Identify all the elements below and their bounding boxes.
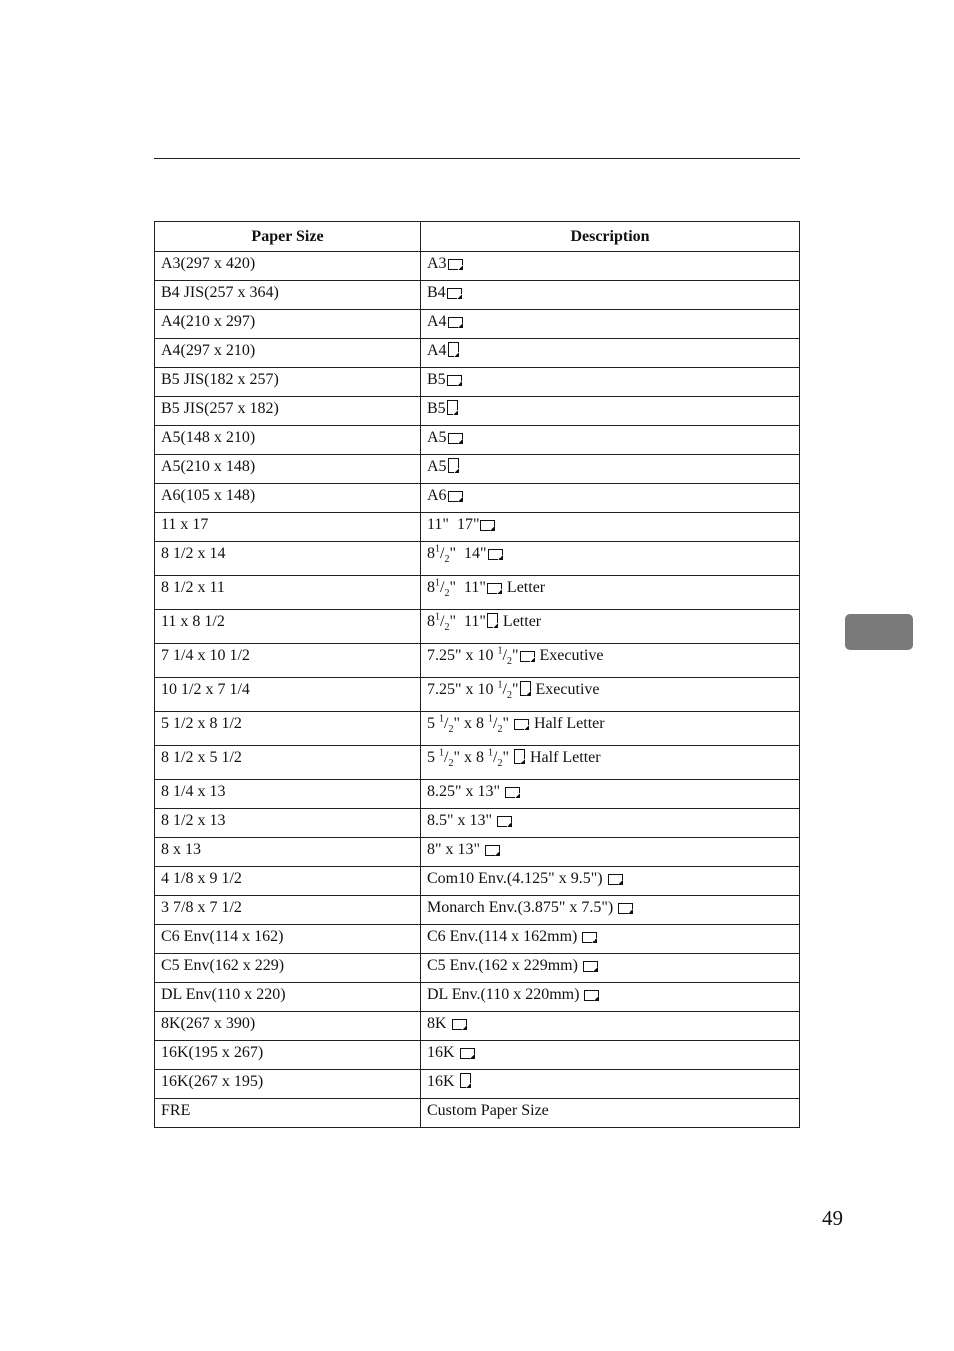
paper-size-cell: C6 Env(114 x 162) bbox=[155, 925, 421, 954]
portrait-icon bbox=[520, 681, 531, 696]
paper-size-cell: 8 1/2 x 14 bbox=[155, 542, 421, 576]
description-text: 8K bbox=[427, 1015, 451, 1032]
description-text: A6 bbox=[427, 487, 447, 504]
table-row bbox=[155, 896, 800, 925]
description-cell bbox=[421, 368, 800, 397]
landscape-icon bbox=[618, 903, 633, 914]
description-text: 8.5" x 13" bbox=[427, 812, 497, 829]
landscape-icon bbox=[608, 874, 623, 885]
description-text: A3 bbox=[427, 255, 447, 272]
description-cell bbox=[421, 678, 800, 712]
fraction-denominator: 2 bbox=[448, 758, 454, 770]
description-cell bbox=[421, 1012, 800, 1041]
fraction-numerator: 1 bbox=[497, 679, 503, 691]
description-cell bbox=[421, 780, 800, 809]
paper-size-cell: 5 1/2 x 8 1/2 bbox=[155, 712, 421, 746]
description-text: 5 bbox=[427, 715, 439, 732]
paper-size-cell: A4(210 x 297) bbox=[155, 310, 421, 339]
description-cell bbox=[421, 576, 800, 610]
table-row bbox=[155, 484, 800, 513]
description-text: / bbox=[492, 715, 498, 732]
description-text: 16K bbox=[427, 1073, 459, 1090]
landscape-icon bbox=[584, 990, 599, 1001]
description-text: / bbox=[444, 749, 449, 766]
landscape-icon bbox=[452, 1019, 467, 1030]
landscape-icon bbox=[448, 317, 463, 328]
fraction-denominator: 2 bbox=[497, 724, 503, 736]
paper-size-cell: A5(148 x 210) bbox=[155, 426, 421, 455]
description-text: " x 8 bbox=[453, 715, 488, 732]
description-text: Executive bbox=[535, 647, 604, 664]
description-text: B5 bbox=[427, 371, 446, 388]
table-body bbox=[155, 252, 800, 1128]
description-text: 8 bbox=[427, 613, 435, 630]
description-cell bbox=[421, 809, 800, 838]
fraction-denominator: 2 bbox=[506, 656, 512, 668]
table-row bbox=[155, 513, 800, 542]
description-cell bbox=[421, 542, 800, 576]
description-cell bbox=[421, 1070, 800, 1099]
landscape-icon bbox=[487, 583, 502, 594]
chapter-tab bbox=[845, 614, 913, 650]
landscape-icon bbox=[485, 845, 500, 856]
paper-size-cell: A3(297 x 420) bbox=[155, 252, 421, 281]
portrait-icon bbox=[487, 613, 498, 628]
fraction-denominator: 2 bbox=[444, 622, 450, 634]
description-cell bbox=[421, 1099, 800, 1128]
table-row bbox=[155, 678, 800, 712]
description-text: / bbox=[502, 647, 507, 664]
portrait-icon bbox=[448, 342, 459, 357]
description-text: 8 bbox=[427, 579, 435, 596]
paper-size-cell: C5 Env(162 x 229) bbox=[155, 954, 421, 983]
description-text: 8" x 13" bbox=[427, 841, 485, 858]
paper-size-cell: 11 x 17 bbox=[155, 513, 421, 542]
table-row bbox=[155, 983, 800, 1012]
column-header-description: Description bbox=[421, 222, 800, 252]
description-cell bbox=[421, 339, 800, 368]
landscape-icon bbox=[480, 520, 495, 531]
landscape-icon bbox=[520, 651, 535, 662]
description-text: " 11" bbox=[449, 613, 486, 630]
landscape-icon bbox=[582, 932, 597, 943]
table-row bbox=[155, 644, 800, 678]
paper-size-cell: 8 x 13 bbox=[155, 838, 421, 867]
description-text: A4 bbox=[427, 313, 447, 330]
table-row bbox=[155, 809, 800, 838]
description-text: Monarch Env.(3.875" x 7.5") bbox=[427, 899, 618, 916]
landscape-icon bbox=[447, 288, 462, 299]
description-text: " bbox=[511, 647, 519, 664]
table-row bbox=[155, 397, 800, 426]
landscape-icon bbox=[448, 259, 463, 270]
column-header-paper-size: Paper Size bbox=[155, 222, 421, 252]
description-text: Custom Paper Size bbox=[427, 1102, 549, 1119]
table-row bbox=[155, 610, 800, 644]
portrait-icon bbox=[514, 749, 525, 764]
description-text: Half Letter bbox=[529, 715, 605, 732]
description-text: 8 bbox=[427, 545, 435, 562]
paper-size-table bbox=[154, 221, 800, 1128]
description-cell bbox=[421, 644, 800, 678]
description-text: / bbox=[440, 613, 445, 630]
paper-size-cell: FRE bbox=[155, 1099, 421, 1128]
paper-size-cell: 8 1/2 x 5 1/2 bbox=[155, 746, 421, 780]
description-text: A4 bbox=[427, 342, 447, 359]
fraction-numerator: 1 bbox=[487, 713, 493, 725]
description-text: Letter bbox=[502, 579, 546, 596]
paper-size-cell: DL Env(110 x 220) bbox=[155, 983, 421, 1012]
description-text: " bbox=[511, 681, 519, 698]
description-text: 7.25" x 10 bbox=[427, 647, 498, 664]
description-text: / bbox=[440, 545, 445, 562]
paper-size-cell: A6(105 x 148) bbox=[155, 484, 421, 513]
header-rule bbox=[154, 158, 800, 159]
fraction-numerator: 1 bbox=[435, 577, 440, 589]
portrait-icon bbox=[460, 1073, 471, 1088]
landscape-icon bbox=[447, 375, 462, 386]
description-text: A5 bbox=[427, 429, 447, 446]
page-number: 49 bbox=[822, 1206, 843, 1230]
landscape-icon bbox=[460, 1048, 475, 1059]
table-row bbox=[155, 281, 800, 310]
description-cell bbox=[421, 746, 800, 780]
description-text: Com10 Env.(4.125" x 9.5") bbox=[427, 870, 607, 887]
description-cell bbox=[421, 712, 800, 746]
table-row bbox=[155, 838, 800, 867]
description-text: Letter bbox=[498, 613, 542, 630]
landscape-icon bbox=[583, 961, 598, 972]
description-text: " bbox=[502, 749, 513, 766]
paper-size-cell: 7 1/4 x 10 1/2 bbox=[155, 644, 421, 678]
table-row bbox=[155, 252, 800, 281]
description-cell bbox=[421, 896, 800, 925]
paper-size-cell: B5 JIS(257 x 182) bbox=[155, 397, 421, 426]
fraction-numerator: 1 bbox=[497, 645, 503, 657]
landscape-icon bbox=[497, 816, 512, 827]
description-text: 7.25" x 10 bbox=[427, 681, 498, 698]
paper-size-cell: B5 JIS(182 x 257) bbox=[155, 368, 421, 397]
paper-size-cell: 11 x 8 1/2 bbox=[155, 610, 421, 644]
description-cell bbox=[421, 610, 800, 644]
table-row bbox=[155, 1070, 800, 1099]
description-cell bbox=[421, 838, 800, 867]
paper-size-cell: A5(210 x 148) bbox=[155, 455, 421, 484]
description-text: B4 bbox=[427, 284, 446, 301]
table-row bbox=[155, 867, 800, 896]
table-row bbox=[155, 780, 800, 809]
paper-size-cell: 8 1/2 x 13 bbox=[155, 809, 421, 838]
table-row bbox=[155, 542, 800, 576]
table-row bbox=[155, 455, 800, 484]
table-row bbox=[155, 746, 800, 780]
paper-size-cell: 3 7/8 x 7 1/2 bbox=[155, 896, 421, 925]
table-row bbox=[155, 339, 800, 368]
paper-size-cell: 16K(267 x 195) bbox=[155, 1070, 421, 1099]
table-row bbox=[155, 310, 800, 339]
description-text: / bbox=[502, 681, 507, 698]
table-row bbox=[155, 576, 800, 610]
description-text: 16K bbox=[427, 1044, 459, 1061]
description-text: " x 8 bbox=[453, 749, 488, 766]
table-row bbox=[155, 954, 800, 983]
description-text: 8.25" x 13" bbox=[427, 783, 505, 800]
fraction-numerator: 1 bbox=[439, 713, 444, 725]
fraction-denominator: 2 bbox=[506, 690, 512, 702]
description-cell bbox=[421, 426, 800, 455]
description-cell bbox=[421, 954, 800, 983]
description-cell bbox=[421, 484, 800, 513]
description-text: / bbox=[492, 749, 498, 766]
description-text: Half Letter bbox=[525, 749, 601, 766]
portrait-icon bbox=[447, 400, 458, 415]
landscape-icon bbox=[514, 719, 529, 730]
fraction-denominator: 2 bbox=[444, 554, 450, 566]
description-cell bbox=[421, 925, 800, 954]
paper-size-cell: A4(297 x 210) bbox=[155, 339, 421, 368]
table-row bbox=[155, 426, 800, 455]
landscape-icon bbox=[448, 433, 463, 444]
portrait-icon bbox=[448, 458, 459, 473]
table-row bbox=[155, 1099, 800, 1128]
description-text: A5 bbox=[427, 458, 447, 475]
description-cell bbox=[421, 1041, 800, 1070]
paper-size-cell: 8 1/4 x 13 bbox=[155, 780, 421, 809]
description-text: 5 bbox=[427, 749, 439, 766]
paper-size-cell: B4 JIS(257 x 364) bbox=[155, 281, 421, 310]
table-row bbox=[155, 1041, 800, 1070]
description-cell bbox=[421, 455, 800, 484]
fraction-numerator: 1 bbox=[435, 611, 440, 623]
description-cell bbox=[421, 983, 800, 1012]
landscape-icon bbox=[448, 491, 463, 502]
fraction-numerator: 1 bbox=[435, 543, 440, 555]
description-text: Executive bbox=[531, 681, 600, 698]
description-text: " 11" bbox=[449, 579, 486, 596]
fraction-denominator: 2 bbox=[444, 588, 450, 600]
fraction-denominator: 2 bbox=[448, 724, 454, 736]
description-text: C6 Env.(114 x 162mm) bbox=[427, 928, 582, 945]
fraction-numerator: 1 bbox=[487, 747, 493, 759]
description-cell bbox=[421, 310, 800, 339]
paper-size-cell: 16K(195 x 267) bbox=[155, 1041, 421, 1070]
paper-size-cell: 8 1/2 x 11 bbox=[155, 576, 421, 610]
landscape-icon bbox=[488, 549, 503, 560]
description-text: 11" 17" bbox=[427, 516, 480, 533]
description-text: " 14" bbox=[449, 545, 487, 562]
description-text: DL Env.(110 x 220mm) bbox=[427, 986, 584, 1003]
description-text: / bbox=[444, 715, 449, 732]
description-cell bbox=[421, 252, 800, 281]
table-header-row bbox=[155, 222, 800, 252]
description-text: / bbox=[440, 579, 445, 596]
table-row bbox=[155, 368, 800, 397]
fraction-numerator: 1 bbox=[439, 747, 444, 759]
table-row bbox=[155, 1012, 800, 1041]
paper-size-cell: 10 1/2 x 7 1/4 bbox=[155, 678, 421, 712]
description-text: C5 Env.(162 x 229mm) bbox=[427, 957, 582, 974]
description-cell bbox=[421, 867, 800, 896]
table-row bbox=[155, 925, 800, 954]
description-cell bbox=[421, 281, 800, 310]
description-text: B5 bbox=[427, 400, 446, 417]
paper-size-cell: 8K(267 x 390) bbox=[155, 1012, 421, 1041]
paper-size-cell: 4 1/8 x 9 1/2 bbox=[155, 867, 421, 896]
fraction-denominator: 2 bbox=[497, 758, 503, 770]
landscape-icon bbox=[505, 787, 520, 798]
description-text: " bbox=[502, 715, 513, 732]
description-cell bbox=[421, 513, 800, 542]
description-cell bbox=[421, 397, 800, 426]
table-row bbox=[155, 712, 800, 746]
